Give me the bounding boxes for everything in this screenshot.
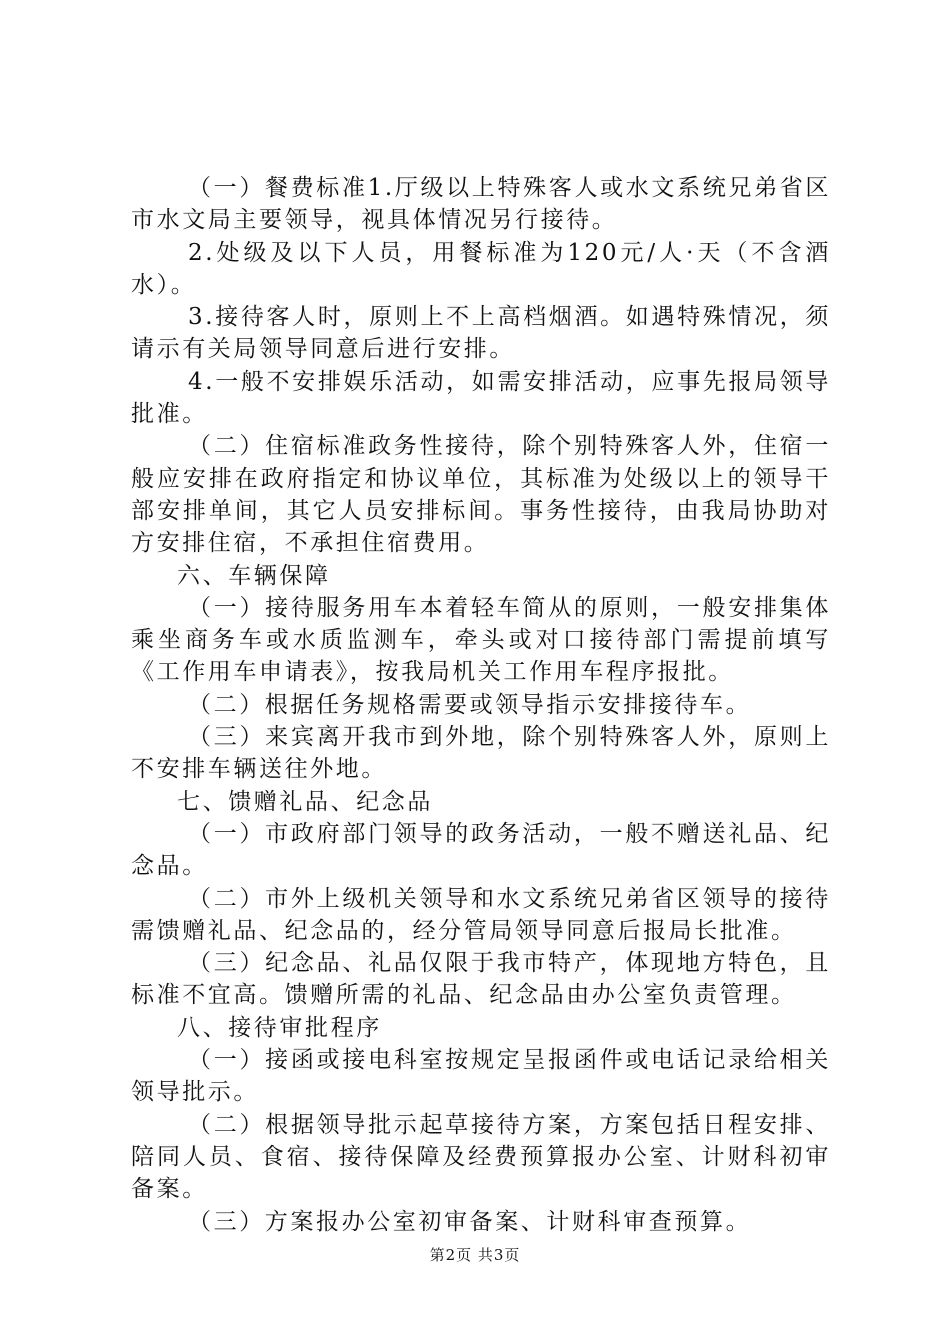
paragraph-vehicles-1: （一）接待服务用车本着轻车简从的原则，一般安排集体乘坐商务车或水质监测车，牵头或对口接待部门需提前填写《工作用车申请表》，按我局机关工作用车程序报批。 (131, 594, 831, 686)
paragraph-gifts-2: （二）市外上级机关领导和水文系统兄弟省区领导的接待需馈赠礼品、纪念品的，经分管局领导同意后报局长批准。 (131, 885, 831, 944)
section-heading-gifts: 七、馈赠礼品、纪念品 (177, 788, 433, 815)
paragraph-meal-standard-1: （一）餐费标准1.厅级以上特殊客人或水文系统兄弟省区市水文局主要领导，视具体情况另行接待。 (131, 175, 831, 234)
paragraph-gifts-3: （三）纪念品、礼品仅限于我市特产，体现地方特色，且标准不宜高。馈赠所需的礼品、纪念品由办公室负责管理。 (131, 950, 831, 1009)
document-body (131, 172, 831, 1238)
paragraph-approval-1: （一）接函或接电科室按规定呈报函件或电话记录给相关领导批示。 (131, 1047, 831, 1106)
paragraph-meal-standard-3: 3.接待客人时，原则上不上高档烟酒。如遇特殊情况，须请示有关局领导同意后进行安排。 (131, 304, 831, 363)
paragraph-approval-3: （三）方案报办公室初审备案、计财科审查预算。 (188, 1208, 752, 1235)
paragraph-gifts-1: （一）市政府部门领导的政务活动，一般不赠送礼品、纪念品。 (131, 820, 831, 880)
paragraph-lodging-standard: （二）住宿标准政务性接待，除个别特殊客人外，住宿一般应安排在政府指定和协议单位，其标准为处级以上的领导干部安排单间，其它人员安排标间。事务性接待，由我局协助对方安排住宿，不承担住宿费用。 (131, 433, 831, 557)
paragraph-meal-standard-4: 4.一般不安排娱乐活动，如需安排活动，应事先报局领导批准。 (131, 368, 831, 428)
page-number-footer: 第2页 共3页 (429, 1246, 521, 1264)
paragraph-vehicles-3: （三）来宾离开我市到外地，除个别特殊客人外，原则上不安排车辆送往外地。 (131, 724, 831, 783)
section-heading-approval: 八、接待审批程序 (177, 1014, 382, 1041)
paragraph-vehicles-2: （二）根据任务规格需要或领导指示安排接待车。 (188, 691, 752, 718)
section-heading-vehicles: 六、车辆保障 (177, 562, 331, 589)
paragraph-approval-2: （二）根据领导批示起草接待方案，方案包括日程安排、陪同人员、食宿、接待保障及经费预算报办公室、计财科初审备案。 (131, 1111, 831, 1203)
paragraph-meal-standard-2: 2.处级及以下人员，用餐标准为120元/人·天（不含酒水）。 (131, 239, 831, 298)
